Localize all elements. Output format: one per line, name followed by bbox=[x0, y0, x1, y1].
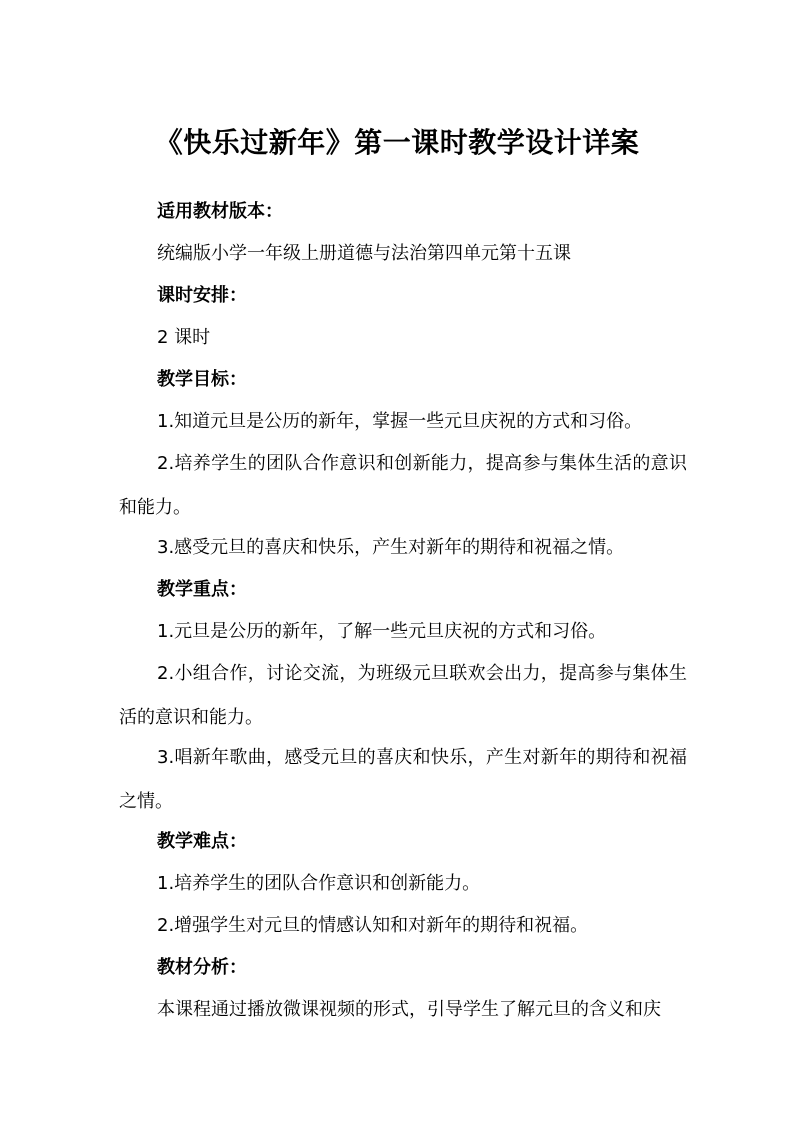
section-heading-key-points: 教学重点： bbox=[157, 579, 247, 600]
difficult-point-1: 1.培养学生的团队合作意识和创新能力。 bbox=[157, 873, 481, 894]
textbook-version-text: 统编版小学一年级上册道德与法治第四单元第十五课 bbox=[157, 243, 571, 264]
section-heading-textbook-version: 适用教材版本： bbox=[157, 201, 283, 222]
teaching-objective-1: 1.知道元旦是公历的新年，掌握一些元旦庆祝的方式和习俗。 bbox=[157, 411, 643, 432]
section-heading-difficult-points: 教学难点： bbox=[157, 831, 247, 852]
teaching-objective-2: 2.培养学生的团队合作意识和创新能力，提高参与集体生活的意识和能力。 bbox=[119, 453, 687, 518]
difficult-point-2: 2.增强学生对元旦的情感认知和对新年的期待和祝福。 bbox=[157, 915, 589, 936]
key-point-2: 2.小组合作，讨论交流，为班级元旦联欢会出力，提高参与集体生活的意识和能力。 bbox=[119, 663, 687, 728]
teaching-objective-3: 3.感受元旦的喜庆和快乐，产生对新年的期待和祝福之情。 bbox=[157, 537, 625, 558]
section-heading-class-schedule: 课时安排： bbox=[157, 285, 247, 306]
class-schedule-text: 2 课时 bbox=[157, 327, 211, 348]
key-point-1: 1.元旦是公历的新年，了解一些元旦庆祝的方式和习俗。 bbox=[157, 621, 607, 642]
key-point-3: 3.唱新年歌曲，感受元旦的喜庆和快乐，产生对新年的期待和祝福之情。 bbox=[119, 747, 687, 812]
section-heading-textbook-analysis: 教材分析： bbox=[157, 957, 247, 978]
section-heading-teaching-objectives: 教学目标： bbox=[157, 369, 247, 390]
textbook-analysis-text: 本课程通过播放微课视频的形式，引导学生了解元旦的含义和庆 bbox=[157, 999, 661, 1020]
document-title: 《快乐过新年》第一课时教学设计详案 bbox=[154, 126, 640, 159]
